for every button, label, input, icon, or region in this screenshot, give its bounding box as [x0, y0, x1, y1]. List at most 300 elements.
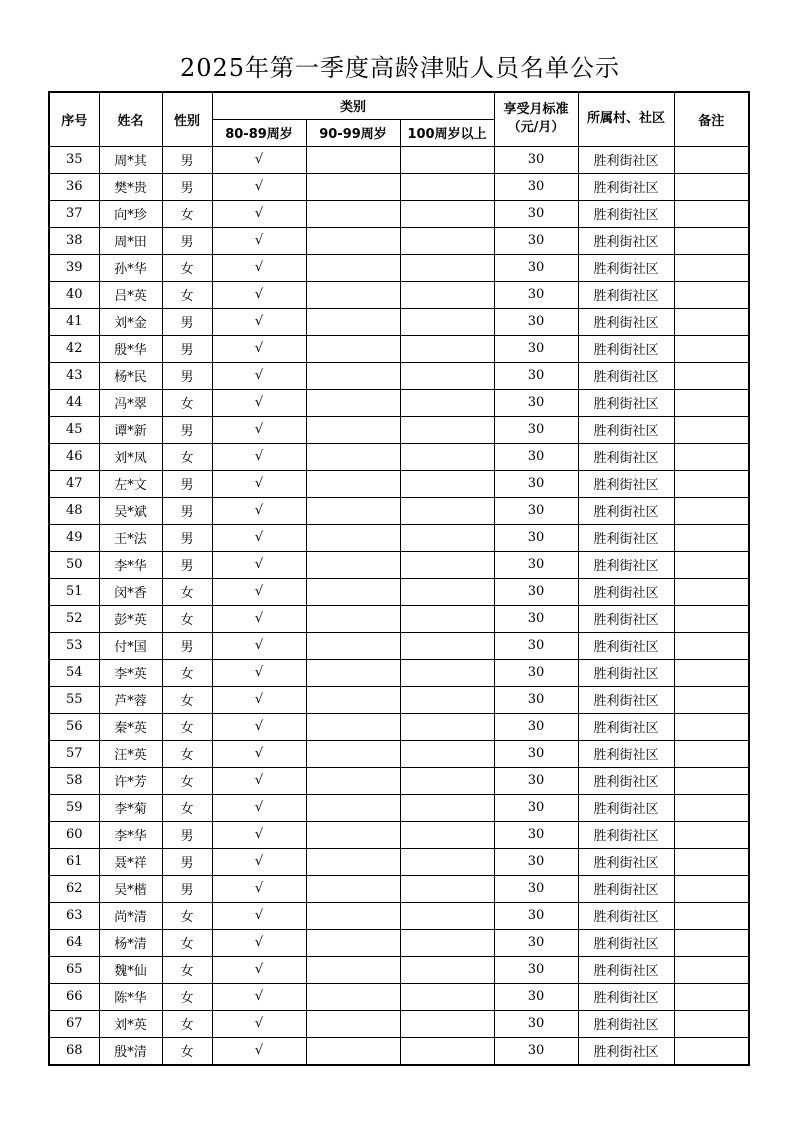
cell-cat-90 — [306, 146, 400, 173]
cell-cat-90 — [306, 497, 400, 524]
cell-standard: 30 — [494, 713, 578, 740]
cell-standard: 30 — [494, 794, 578, 821]
cell-seq: 59 — [49, 794, 99, 821]
cell-cat-100 — [400, 686, 494, 713]
cell-standard: 30 — [494, 1037, 578, 1065]
cell-seq: 51 — [49, 578, 99, 605]
cell-remark — [674, 254, 749, 281]
cell-name: 吴*楷 — [99, 875, 162, 902]
cell-cat-80: √ — [212, 578, 306, 605]
cell-cat-100 — [400, 929, 494, 956]
table-row — [49, 578, 749, 605]
table-row — [49, 686, 749, 713]
cell-gender: 女 — [162, 659, 212, 686]
cell-name: 殷*清 — [99, 1037, 162, 1065]
table-row — [49, 713, 749, 740]
cell-village: 胜利街社区 — [578, 686, 674, 713]
table-row — [49, 551, 749, 578]
table-row — [49, 281, 749, 308]
cell-cat-90 — [306, 713, 400, 740]
cell-name: 向*珍 — [99, 200, 162, 227]
cell-cat-100 — [400, 713, 494, 740]
cell-cat-100 — [400, 470, 494, 497]
cell-cat-90 — [306, 416, 400, 443]
cell-standard: 30 — [494, 875, 578, 902]
cell-remark — [674, 902, 749, 929]
cell-seq: 55 — [49, 686, 99, 713]
cell-standard: 30 — [494, 416, 578, 443]
cell-seq: 36 — [49, 173, 99, 200]
cell-name: 王*法 — [99, 524, 162, 551]
table-row — [49, 416, 749, 443]
cell-cat-100 — [400, 956, 494, 983]
cell-standard: 30 — [494, 551, 578, 578]
cell-standard: 30 — [494, 983, 578, 1010]
header-name: 姓名 — [99, 92, 162, 146]
cell-name: 秦*英 — [99, 713, 162, 740]
cell-cat-90 — [306, 686, 400, 713]
cell-village: 胜利街社区 — [578, 389, 674, 416]
cell-standard: 30 — [494, 578, 578, 605]
table-row — [49, 1037, 749, 1065]
cell-village: 胜利街社区 — [578, 605, 674, 632]
cell-cat-100 — [400, 740, 494, 767]
cell-cat-90 — [306, 524, 400, 551]
cell-remark — [674, 1010, 749, 1037]
cell-remark — [674, 389, 749, 416]
cell-cat-90 — [306, 983, 400, 1010]
cell-name: 刘*凤 — [99, 443, 162, 470]
table-row — [49, 362, 749, 389]
cell-cat-100 — [400, 659, 494, 686]
cell-cat-90 — [306, 902, 400, 929]
header-gender: 性别 — [162, 92, 212, 146]
cell-standard: 30 — [494, 470, 578, 497]
cell-cat-90 — [306, 551, 400, 578]
cell-village: 胜利街社区 — [578, 416, 674, 443]
cell-remark — [674, 146, 749, 173]
cell-gender: 女 — [162, 902, 212, 929]
cell-remark — [674, 227, 749, 254]
cell-village: 胜利街社区 — [578, 875, 674, 902]
cell-seq: 61 — [49, 848, 99, 875]
table-row — [49, 848, 749, 875]
cell-village: 胜利街社区 — [578, 335, 674, 362]
cell-name: 汪*英 — [99, 740, 162, 767]
cell-village: 胜利街社区 — [578, 1010, 674, 1037]
cell-remark — [674, 848, 749, 875]
cell-cat-80: √ — [212, 443, 306, 470]
cell-cat-100 — [400, 254, 494, 281]
header-seq: 序号 — [49, 92, 99, 146]
table-row — [49, 767, 749, 794]
cell-name: 冯*翠 — [99, 389, 162, 416]
cell-cat-90 — [306, 443, 400, 470]
cell-cat-100 — [400, 173, 494, 200]
cell-cat-80: √ — [212, 281, 306, 308]
cell-name: 芦*蓉 — [99, 686, 162, 713]
cell-seq: 44 — [49, 389, 99, 416]
header-category: 类别 — [212, 92, 494, 119]
cell-village: 胜利街社区 — [578, 767, 674, 794]
header-cat-100: 100周岁以上 — [400, 119, 494, 146]
cell-name: 李*华 — [99, 551, 162, 578]
cell-cat-80: √ — [212, 848, 306, 875]
cell-village: 胜利街社区 — [578, 848, 674, 875]
table-row — [49, 227, 749, 254]
cell-standard: 30 — [494, 956, 578, 983]
cell-cat-80: √ — [212, 497, 306, 524]
cell-seq: 49 — [49, 524, 99, 551]
page-title: 2025年第一季度高龄津贴人员名单公示 — [179, 54, 621, 82]
cell-cat-100 — [400, 794, 494, 821]
cell-seq: 52 — [49, 605, 99, 632]
cell-village: 胜利街社区 — [578, 713, 674, 740]
cell-cat-80: √ — [212, 956, 306, 983]
cell-cat-100 — [400, 200, 494, 227]
cell-gender: 女 — [162, 200, 212, 227]
cell-village: 胜利街社区 — [578, 470, 674, 497]
cell-cat-80: √ — [212, 929, 306, 956]
cell-village: 胜利街社区 — [578, 146, 674, 173]
cell-cat-80: √ — [212, 389, 306, 416]
cell-cat-100 — [400, 983, 494, 1010]
cell-seq: 68 — [49, 1037, 99, 1065]
cell-remark — [674, 362, 749, 389]
cell-cat-80: √ — [212, 416, 306, 443]
cell-seq: 38 — [49, 227, 99, 254]
cell-gender: 男 — [162, 146, 212, 173]
cell-standard: 30 — [494, 605, 578, 632]
cell-village: 胜利街社区 — [578, 902, 674, 929]
cell-cat-100 — [400, 497, 494, 524]
cell-cat-100 — [400, 605, 494, 632]
cell-gender: 女 — [162, 1037, 212, 1065]
cell-cat-100 — [400, 767, 494, 794]
cell-seq: 35 — [49, 146, 99, 173]
cell-gender: 男 — [162, 470, 212, 497]
cell-name: 杨*民 — [99, 362, 162, 389]
cell-cat-90 — [306, 389, 400, 416]
cell-village: 胜利街社区 — [578, 578, 674, 605]
cell-village: 胜利街社区 — [578, 929, 674, 956]
cell-village: 胜利街社区 — [578, 200, 674, 227]
cell-gender: 男 — [162, 875, 212, 902]
cell-cat-90 — [306, 470, 400, 497]
cell-village: 胜利街社区 — [578, 1037, 674, 1065]
cell-cat-90 — [306, 848, 400, 875]
cell-remark — [674, 578, 749, 605]
cell-cat-100 — [400, 443, 494, 470]
table-row — [49, 470, 749, 497]
cell-gender: 女 — [162, 686, 212, 713]
cell-cat-100 — [400, 335, 494, 362]
cell-remark — [674, 821, 749, 848]
cell-village: 胜利街社区 — [578, 956, 674, 983]
header-standard-line1: 享受月标准 — [503, 102, 569, 118]
cell-cat-90 — [306, 227, 400, 254]
cell-seq: 65 — [49, 956, 99, 983]
cell-gender: 女 — [162, 713, 212, 740]
cell-cat-80: √ — [212, 983, 306, 1010]
cell-cat-80: √ — [212, 713, 306, 740]
cell-cat-100 — [400, 281, 494, 308]
cell-remark — [674, 605, 749, 632]
cell-gender: 男 — [162, 551, 212, 578]
table-body — [49, 146, 749, 1065]
cell-standard: 30 — [494, 443, 578, 470]
table-row — [49, 443, 749, 470]
cell-cat-90 — [306, 362, 400, 389]
cell-remark — [674, 308, 749, 335]
cell-remark — [674, 416, 749, 443]
cell-name: 许*芳 — [99, 767, 162, 794]
cell-name: 刘*金 — [99, 308, 162, 335]
cell-name: 李*菊 — [99, 794, 162, 821]
cell-village: 胜利街社区 — [578, 173, 674, 200]
cell-name: 聂*祥 — [99, 848, 162, 875]
cell-gender: 女 — [162, 281, 212, 308]
cell-seq: 37 — [49, 200, 99, 227]
cell-village: 胜利街社区 — [578, 821, 674, 848]
cell-village: 胜利街社区 — [578, 443, 674, 470]
cell-cat-80: √ — [212, 605, 306, 632]
cell-name: 周*其 — [99, 146, 162, 173]
table-row — [49, 524, 749, 551]
cell-cat-100 — [400, 902, 494, 929]
table-row — [49, 173, 749, 200]
cell-gender: 男 — [162, 632, 212, 659]
table-row — [49, 308, 749, 335]
cell-name: 魏*仙 — [99, 956, 162, 983]
cell-standard: 30 — [494, 767, 578, 794]
cell-cat-90 — [306, 578, 400, 605]
table-row — [49, 983, 749, 1010]
cell-remark — [674, 524, 749, 551]
cell-seq: 53 — [49, 632, 99, 659]
cell-name: 谭*新 — [99, 416, 162, 443]
cell-cat-90 — [306, 659, 400, 686]
cell-cat-90 — [306, 1037, 400, 1065]
table-row — [49, 200, 749, 227]
cell-standard: 30 — [494, 686, 578, 713]
table-row — [49, 605, 749, 632]
cell-cat-100 — [400, 821, 494, 848]
cell-seq: 64 — [49, 929, 99, 956]
cell-cat-90 — [306, 200, 400, 227]
cell-standard: 30 — [494, 173, 578, 200]
table-row — [49, 794, 749, 821]
cell-name: 李*华 — [99, 821, 162, 848]
table-row — [49, 821, 749, 848]
cell-cat-100 — [400, 227, 494, 254]
allowance-table — [48, 91, 750, 1066]
cell-standard: 30 — [494, 335, 578, 362]
cell-village: 胜利街社区 — [578, 659, 674, 686]
cell-name: 刘*英 — [99, 1010, 162, 1037]
cell-cat-90 — [306, 335, 400, 362]
cell-cat-80: √ — [212, 875, 306, 902]
cell-village: 胜利街社区 — [578, 794, 674, 821]
cell-gender: 男 — [162, 848, 212, 875]
cell-gender: 男 — [162, 821, 212, 848]
cell-gender: 女 — [162, 389, 212, 416]
cell-cat-90 — [306, 956, 400, 983]
cell-cat-100 — [400, 848, 494, 875]
cell-standard: 30 — [494, 389, 578, 416]
cell-cat-100 — [400, 416, 494, 443]
cell-cat-80: √ — [212, 308, 306, 335]
cell-cat-90 — [306, 254, 400, 281]
cell-name: 樊*贵 — [99, 173, 162, 200]
cell-standard: 30 — [494, 146, 578, 173]
cell-seq: 45 — [49, 416, 99, 443]
cell-cat-80: √ — [212, 173, 306, 200]
cell-cat-100 — [400, 875, 494, 902]
cell-village: 胜利街社区 — [578, 983, 674, 1010]
cell-seq: 54 — [49, 659, 99, 686]
cell-cat-90 — [306, 173, 400, 200]
cell-seq: 40 — [49, 281, 99, 308]
cell-remark — [674, 443, 749, 470]
cell-remark — [674, 956, 749, 983]
cell-cat-100 — [400, 362, 494, 389]
cell-cat-80: √ — [212, 1037, 306, 1065]
cell-cat-90 — [306, 821, 400, 848]
cell-cat-80: √ — [212, 146, 306, 173]
cell-gender: 女 — [162, 929, 212, 956]
cell-remark — [674, 1037, 749, 1065]
cell-gender: 男 — [162, 497, 212, 524]
cell-seq: 43 — [49, 362, 99, 389]
cell-cat-90 — [306, 875, 400, 902]
cell-cat-80: √ — [212, 254, 306, 281]
cell-cat-100 — [400, 146, 494, 173]
cell-cat-80: √ — [212, 740, 306, 767]
cell-gender: 女 — [162, 578, 212, 605]
cell-name: 尚*清 — [99, 902, 162, 929]
header-cat-90: 90-99周岁 — [306, 119, 400, 146]
cell-village: 胜利街社区 — [578, 632, 674, 659]
cell-gender: 女 — [162, 1010, 212, 1037]
cell-village: 胜利街社区 — [578, 524, 674, 551]
table-row — [49, 875, 749, 902]
cell-village: 胜利街社区 — [578, 308, 674, 335]
cell-remark — [674, 497, 749, 524]
cell-seq: 56 — [49, 713, 99, 740]
cell-gender: 女 — [162, 443, 212, 470]
cell-gender: 女 — [162, 983, 212, 1010]
cell-gender: 女 — [162, 740, 212, 767]
cell-remark — [674, 173, 749, 200]
table-row — [49, 740, 749, 767]
header-standard — [494, 92, 578, 146]
cell-village: 胜利街社区 — [578, 281, 674, 308]
cell-remark — [674, 740, 749, 767]
cell-standard: 30 — [494, 362, 578, 389]
cell-remark — [674, 551, 749, 578]
cell-standard: 30 — [494, 200, 578, 227]
cell-village: 胜利街社区 — [578, 740, 674, 767]
cell-cat-80: √ — [212, 1010, 306, 1037]
cell-gender: 男 — [162, 335, 212, 362]
cell-village: 胜利街社区 — [578, 254, 674, 281]
cell-standard: 30 — [494, 281, 578, 308]
cell-cat-80: √ — [212, 902, 306, 929]
cell-gender: 女 — [162, 605, 212, 632]
header-remark: 备注 — [674, 92, 749, 146]
cell-village: 胜利街社区 — [578, 551, 674, 578]
cell-remark — [674, 632, 749, 659]
cell-remark — [674, 794, 749, 821]
cell-cat-80: √ — [212, 335, 306, 362]
cell-remark — [674, 659, 749, 686]
cell-village: 胜利街社区 — [578, 362, 674, 389]
header-standard-line2: （元/月） — [507, 120, 565, 136]
cell-cat-80: √ — [212, 551, 306, 578]
cell-seq: 66 — [49, 983, 99, 1010]
cell-seq: 46 — [49, 443, 99, 470]
header-cat-80: 80-89周岁 — [212, 119, 306, 146]
cell-name: 周*田 — [99, 227, 162, 254]
cell-cat-80: √ — [212, 524, 306, 551]
cell-cat-100 — [400, 632, 494, 659]
cell-remark — [674, 713, 749, 740]
cell-seq: 48 — [49, 497, 99, 524]
cell-seq: 47 — [49, 470, 99, 497]
table-row — [49, 389, 749, 416]
header-village: 所属村、社区 — [578, 92, 674, 146]
table-row — [49, 632, 749, 659]
cell-cat-90 — [306, 794, 400, 821]
cell-seq: 50 — [49, 551, 99, 578]
cell-cat-100 — [400, 551, 494, 578]
cell-cat-80: √ — [212, 821, 306, 848]
table-row — [49, 497, 749, 524]
cell-standard: 30 — [494, 524, 578, 551]
cell-cat-80: √ — [212, 767, 306, 794]
table-row — [49, 146, 749, 173]
cell-cat-80: √ — [212, 686, 306, 713]
cell-name: 杨*清 — [99, 929, 162, 956]
cell-cat-90 — [306, 767, 400, 794]
cell-seq: 67 — [49, 1010, 99, 1037]
cell-cat-80: √ — [212, 470, 306, 497]
cell-village: 胜利街社区 — [578, 227, 674, 254]
cell-gender: 女 — [162, 767, 212, 794]
cell-cat-80: √ — [212, 227, 306, 254]
cell-name: 左*文 — [99, 470, 162, 497]
cell-remark — [674, 200, 749, 227]
cell-gender: 男 — [162, 308, 212, 335]
cell-cat-80: √ — [212, 200, 306, 227]
cell-gender: 男 — [162, 173, 212, 200]
cell-remark — [674, 686, 749, 713]
cell-village: 胜利街社区 — [578, 497, 674, 524]
cell-standard: 30 — [494, 902, 578, 929]
cell-cat-80: √ — [212, 794, 306, 821]
table-row — [49, 659, 749, 686]
cell-remark — [674, 281, 749, 308]
cell-name: 彭*英 — [99, 605, 162, 632]
cell-remark — [674, 983, 749, 1010]
cell-name: 孙*华 — [99, 254, 162, 281]
cell-seq: 60 — [49, 821, 99, 848]
table-row — [49, 929, 749, 956]
cell-gender: 女 — [162, 794, 212, 821]
cell-cat-90 — [306, 605, 400, 632]
cell-cat-100 — [400, 308, 494, 335]
